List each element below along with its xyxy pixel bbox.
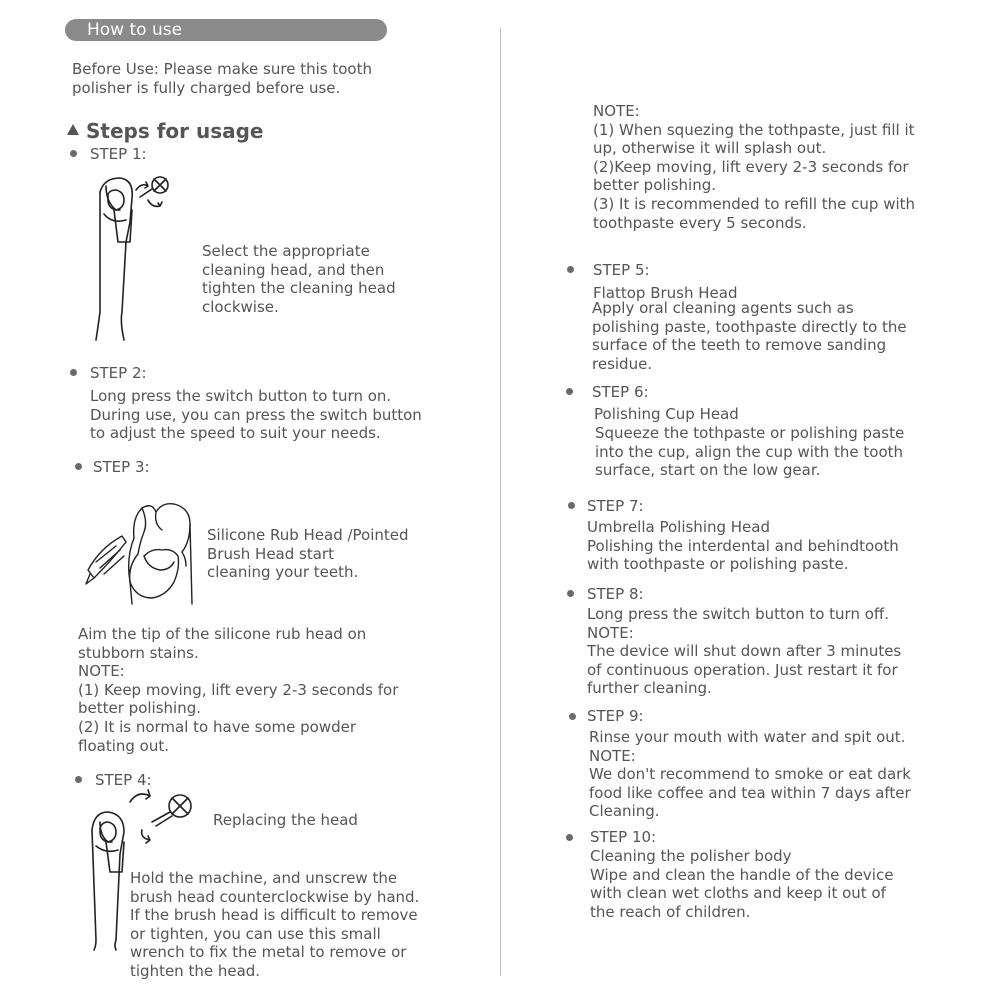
- step5-label: STEP 5:: [593, 261, 650, 279]
- bullet-icon: [566, 834, 573, 841]
- bullet-icon: [75, 463, 82, 470]
- triangle-icon: [67, 124, 79, 135]
- step1-desc: Select the appropriate cleaning head, and then tighten the cleaning head clockwise.: [202, 242, 396, 316]
- step8-label: STEP 8:: [587, 585, 644, 603]
- step6-title: Polishing Cup Head: [594, 405, 739, 423]
- bullet-icon: [569, 713, 576, 720]
- section-header: How to use: [65, 19, 387, 41]
- step4-title: Replacing the head: [213, 811, 358, 829]
- step5-title: Flattop Brush Head: [593, 284, 738, 302]
- step9-label: STEP 9:: [587, 707, 644, 725]
- bullet-icon: [70, 369, 77, 376]
- step7-desc: Umbrella Polishing Head Polishing the interdental and behindtooth with toothpaste or polishing paste.: [587, 518, 899, 574]
- bullet-icon: [567, 590, 574, 597]
- step2-label: STEP 2:: [90, 364, 147, 382]
- step10-desc: Cleaning the polisher body Wipe and clean the handle of the device with clean wet cloths and keep it out of the reach of children.: [590, 847, 894, 921]
- step10-label: STEP 10:: [590, 828, 657, 846]
- step1-label: STEP 1:: [90, 145, 147, 163]
- bullet-icon: [70, 150, 77, 157]
- bullet-icon: [566, 388, 573, 395]
- step4-note: NOTE: (1) When squezing the tothpaste, just fill it up, otherwise it will splash out. (2)Keep moving, lift every 2-3 seconds for better polishing. (3) It is recommended to refill the cup with toothpaste every 5 seconds.: [593, 102, 916, 232]
- step8-desc: Long press the switch button to turn off. NOTE: The device will shut down after 3 minutes of continuous operation. Just restart it for further cleaning.: [587, 605, 902, 698]
- bullet-icon: [567, 266, 574, 273]
- bullet-icon: [75, 776, 82, 783]
- intro-text: Before Use: Please make sure this tooth polisher is fully charged before use.: [72, 60, 372, 97]
- step4-label: STEP 4:: [95, 771, 152, 789]
- teeth-cleaning-illustration: [82, 498, 197, 608]
- bullet-icon: [568, 502, 575, 509]
- step3-title: Silicone Rub Head /Pointed Brush Head start cleaning your teeth.: [207, 526, 409, 582]
- step3-desc: Aim the tip of the silicone rub head on stubborn stains. NOTE: (1) Keep moving, lift every 2-3 seconds for better polishing. (2) It is normal to have some powder floating out.: [78, 625, 399, 755]
- column-divider: [500, 28, 501, 976]
- polisher-attach-illustration: [90, 172, 190, 347]
- steps-heading: Steps for usage: [86, 119, 264, 143]
- step5-desc: Apply oral cleaning agents such as polishing paste, toothpaste directly to the surface of the teeth to remove sanding residue.: [592, 299, 907, 373]
- step4-desc: Hold the machine, and unscrew the brush head counterclockwise by hand. If the brush head is difficult to remove or tighten, you can use this small wrench to fix the metal to remove or tighten the head.: [130, 869, 420, 980]
- step9-desc: Rinse your mouth with water and spit out. NOTE: We don't recommend to smoke or eat dark food like coffee and tea within 7 days after Cleaning.: [589, 728, 911, 821]
- step2-desc: Long press the switch button to turn on. During use, you can press the switch button to adjust the speed to suit your needs.: [90, 387, 422, 443]
- step7-label: STEP 7:: [587, 497, 644, 515]
- step6-label: STEP 6:: [592, 383, 649, 401]
- step6-desc: Squeeze the tothpaste or polishing paste into the cup, align the cup with the tooth surface, start on the low gear.: [595, 424, 905, 480]
- step3-label: STEP 3:: [93, 458, 150, 476]
